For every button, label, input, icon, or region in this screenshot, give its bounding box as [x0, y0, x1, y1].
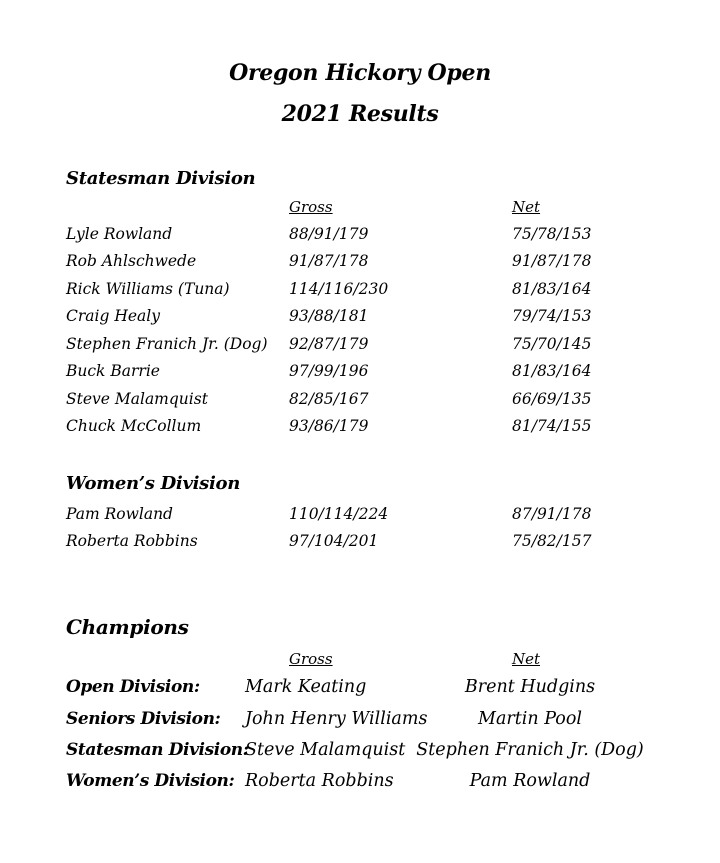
division-label: Women’s Division:: [66, 771, 235, 791]
net-champion: Martin Pool: [478, 709, 582, 729]
gross-champion: John Henry Williams: [245, 709, 428, 729]
list-item: [0, 740, 720, 770]
table-row: [0, 307, 720, 331]
net-score: 87/91/178: [512, 505, 592, 523]
player-name: Pam Rowland: [66, 505, 173, 523]
net-score: 79/74/153: [512, 307, 592, 325]
net-score: 81/74/155: [512, 417, 592, 435]
gross-score: 110/114/224: [289, 505, 389, 523]
player-name: Steve Malamquist: [66, 390, 208, 408]
table-row: [0, 505, 720, 529]
page-title-line-2: 2021 Results: [281, 101, 439, 127]
list-item: [0, 771, 720, 801]
division-label: Statesman Division:: [66, 740, 249, 760]
gross-champion: Roberta Robbins: [245, 771, 394, 791]
gross-score: 93/86/179: [289, 417, 369, 435]
champions-net-header: Net: [512, 650, 541, 668]
table-row: [0, 417, 720, 441]
table-row: [0, 252, 720, 276]
statesman-gross-header: Gross: [289, 198, 333, 216]
player-name: Roberta Robbins: [66, 532, 198, 550]
list-item: [0, 677, 720, 707]
net-champion: Brent Hudgins: [464, 677, 596, 697]
player-name: Buck Barrie: [66, 362, 160, 380]
net-champion: Stephen Franich Jr. (Dog): [416, 740, 644, 760]
player-name: Lyle Rowland: [66, 225, 173, 243]
gross-score: 97/104/201: [289, 532, 379, 550]
gross-score: 93/88/181: [289, 307, 369, 325]
table-row: [0, 225, 720, 249]
statesman-net-header: Net: [512, 198, 541, 216]
champions-gross-header: Gross: [289, 650, 333, 668]
table-row: [0, 335, 720, 359]
gross-score: 97/99/196: [289, 362, 369, 380]
gross-champion: Steve Malamquist: [245, 740, 406, 760]
player-name: Craig Healy: [66, 307, 160, 325]
champions-heading: Champions: [66, 615, 189, 639]
page-title-line-1: Oregon Hickory Open: [229, 60, 491, 86]
womens-division-heading: Women’s Division: [66, 473, 241, 494]
net-score: 66/69/135: [512, 390, 592, 408]
division-label: Seniors Division:: [66, 709, 221, 729]
gross-score: 82/85/167: [289, 390, 369, 408]
table-row: [0, 280, 720, 304]
net-score: 75/70/145: [512, 335, 592, 353]
table-row: [0, 390, 720, 414]
net-champion: Pam Rowland: [469, 771, 591, 791]
gross-score: 92/87/179: [289, 335, 369, 353]
gross-score: 114/116/230: [289, 280, 389, 298]
division-label: Open Division:: [66, 677, 200, 697]
net-score: 81/83/164: [512, 280, 592, 298]
player-name: Stephen Franich Jr. (Dog): [66, 335, 268, 353]
net-score: 91/87/178: [512, 252, 592, 270]
list-item: [0, 709, 720, 739]
net-score: 75/82/157: [512, 532, 592, 550]
gross-champion: Mark Keating: [245, 677, 367, 697]
net-score: 75/78/153: [512, 225, 592, 243]
gross-score: 91/87/178: [289, 252, 369, 270]
player-name: Rob Ahlschwede: [66, 252, 197, 270]
table-row: [0, 532, 720, 556]
statesman-division-heading: Statesman Division: [66, 168, 256, 189]
player-name: Chuck McCollum: [66, 417, 202, 435]
table-row: [0, 362, 720, 386]
player-name: Rick Williams (Tuna): [66, 280, 230, 298]
net-score: 81/83/164: [512, 362, 592, 380]
gross-score: 88/91/179: [289, 225, 369, 243]
